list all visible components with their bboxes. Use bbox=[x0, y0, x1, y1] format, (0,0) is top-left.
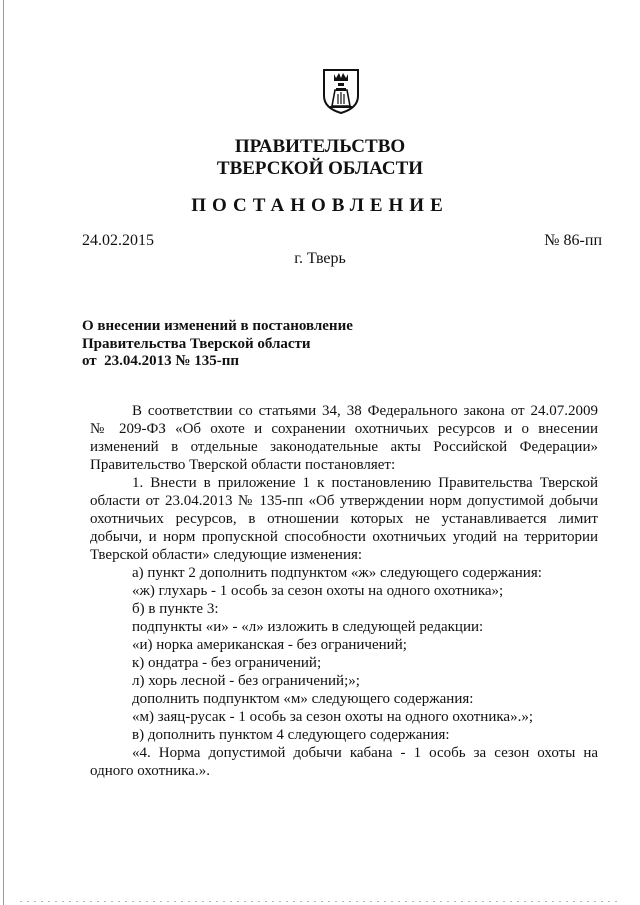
document-city: г. Тверь bbox=[294, 250, 346, 267]
body-line: л) хорь лесной - без ограничений;»; bbox=[132, 673, 360, 689]
body-line: добычи, и норм пропускной способности охотничьих угодий на территории bbox=[90, 529, 598, 545]
body-line: б) в пункте 3: bbox=[132, 601, 219, 617]
body-line: «4. Норма допустимой добычи кабана - 1 особь за сезон охоты на bbox=[132, 745, 598, 761]
body-line: в) дополнить пунктом 4 следующего содержания: bbox=[132, 727, 450, 743]
government-title-line1: ПРАВИТЕЛЬСТВО bbox=[234, 136, 406, 157]
subject-line: Правительства Тверской области bbox=[82, 336, 311, 352]
body-line: одного охотника.». bbox=[90, 763, 210, 779]
document-type: ПОСТАНОВЛЕНИЕ bbox=[191, 195, 449, 216]
body-line: к) ондатра - без ограничений; bbox=[132, 655, 322, 671]
subject-line: от 23.04.2013 № 135-пп bbox=[82, 353, 240, 369]
document-date: 24.02.2015 bbox=[82, 232, 154, 249]
body-line: 1. Внести в приложение 1 к постановлению Правительства Тверской bbox=[132, 475, 598, 491]
body-line: охотничьих ресурсов, в отношении которых не устанавливается лимит bbox=[90, 511, 598, 527]
document-number: № 86-пп bbox=[544, 232, 602, 249]
body-line: В соответствии со статьями 34, 38 Федерального закона от 24.07.2009 bbox=[132, 403, 598, 419]
body-line: «и) норка американская - без ограничений; bbox=[132, 637, 407, 653]
coat-of-arms-icon bbox=[322, 68, 360, 114]
body-line: Тверской области» следующие изменения: bbox=[90, 547, 363, 563]
body-line: дополнить подпунктом «м» следующего содержания: bbox=[132, 691, 474, 707]
body-line: «ж) глухарь - 1 особь за сезон охоты на одного охотника»; bbox=[132, 583, 504, 599]
government-title-line2: ТВЕРСКОЙ ОБЛАСТИ bbox=[216, 158, 424, 179]
body-line: области от 23.04.2013 № 135-пп «Об утверждении норм допустимой добычи bbox=[90, 493, 598, 509]
body-line: а) пункт 2 дополнить подпунктом «ж» следующего содержания: bbox=[132, 565, 542, 581]
body-line: № 209-ФЗ «Об охоте и сохранении охотничьих ресурсов и о внесении bbox=[90, 421, 598, 437]
subject-line: О внесении изменений в постановление bbox=[82, 318, 353, 334]
body-line: изменений в отдельные законодательные акты Российской Федерации» bbox=[90, 439, 598, 455]
body-line: подпункты «и» - «л» изложить в следующей редакции: bbox=[132, 619, 484, 635]
body-line: «м) заяц-русак - 1 особь за сезон охоты на одного охотника».»; bbox=[132, 709, 533, 725]
body-line: Правительство Тверской области постановляет: bbox=[90, 457, 396, 473]
scan-artifact-dots bbox=[0, 900, 640, 903]
